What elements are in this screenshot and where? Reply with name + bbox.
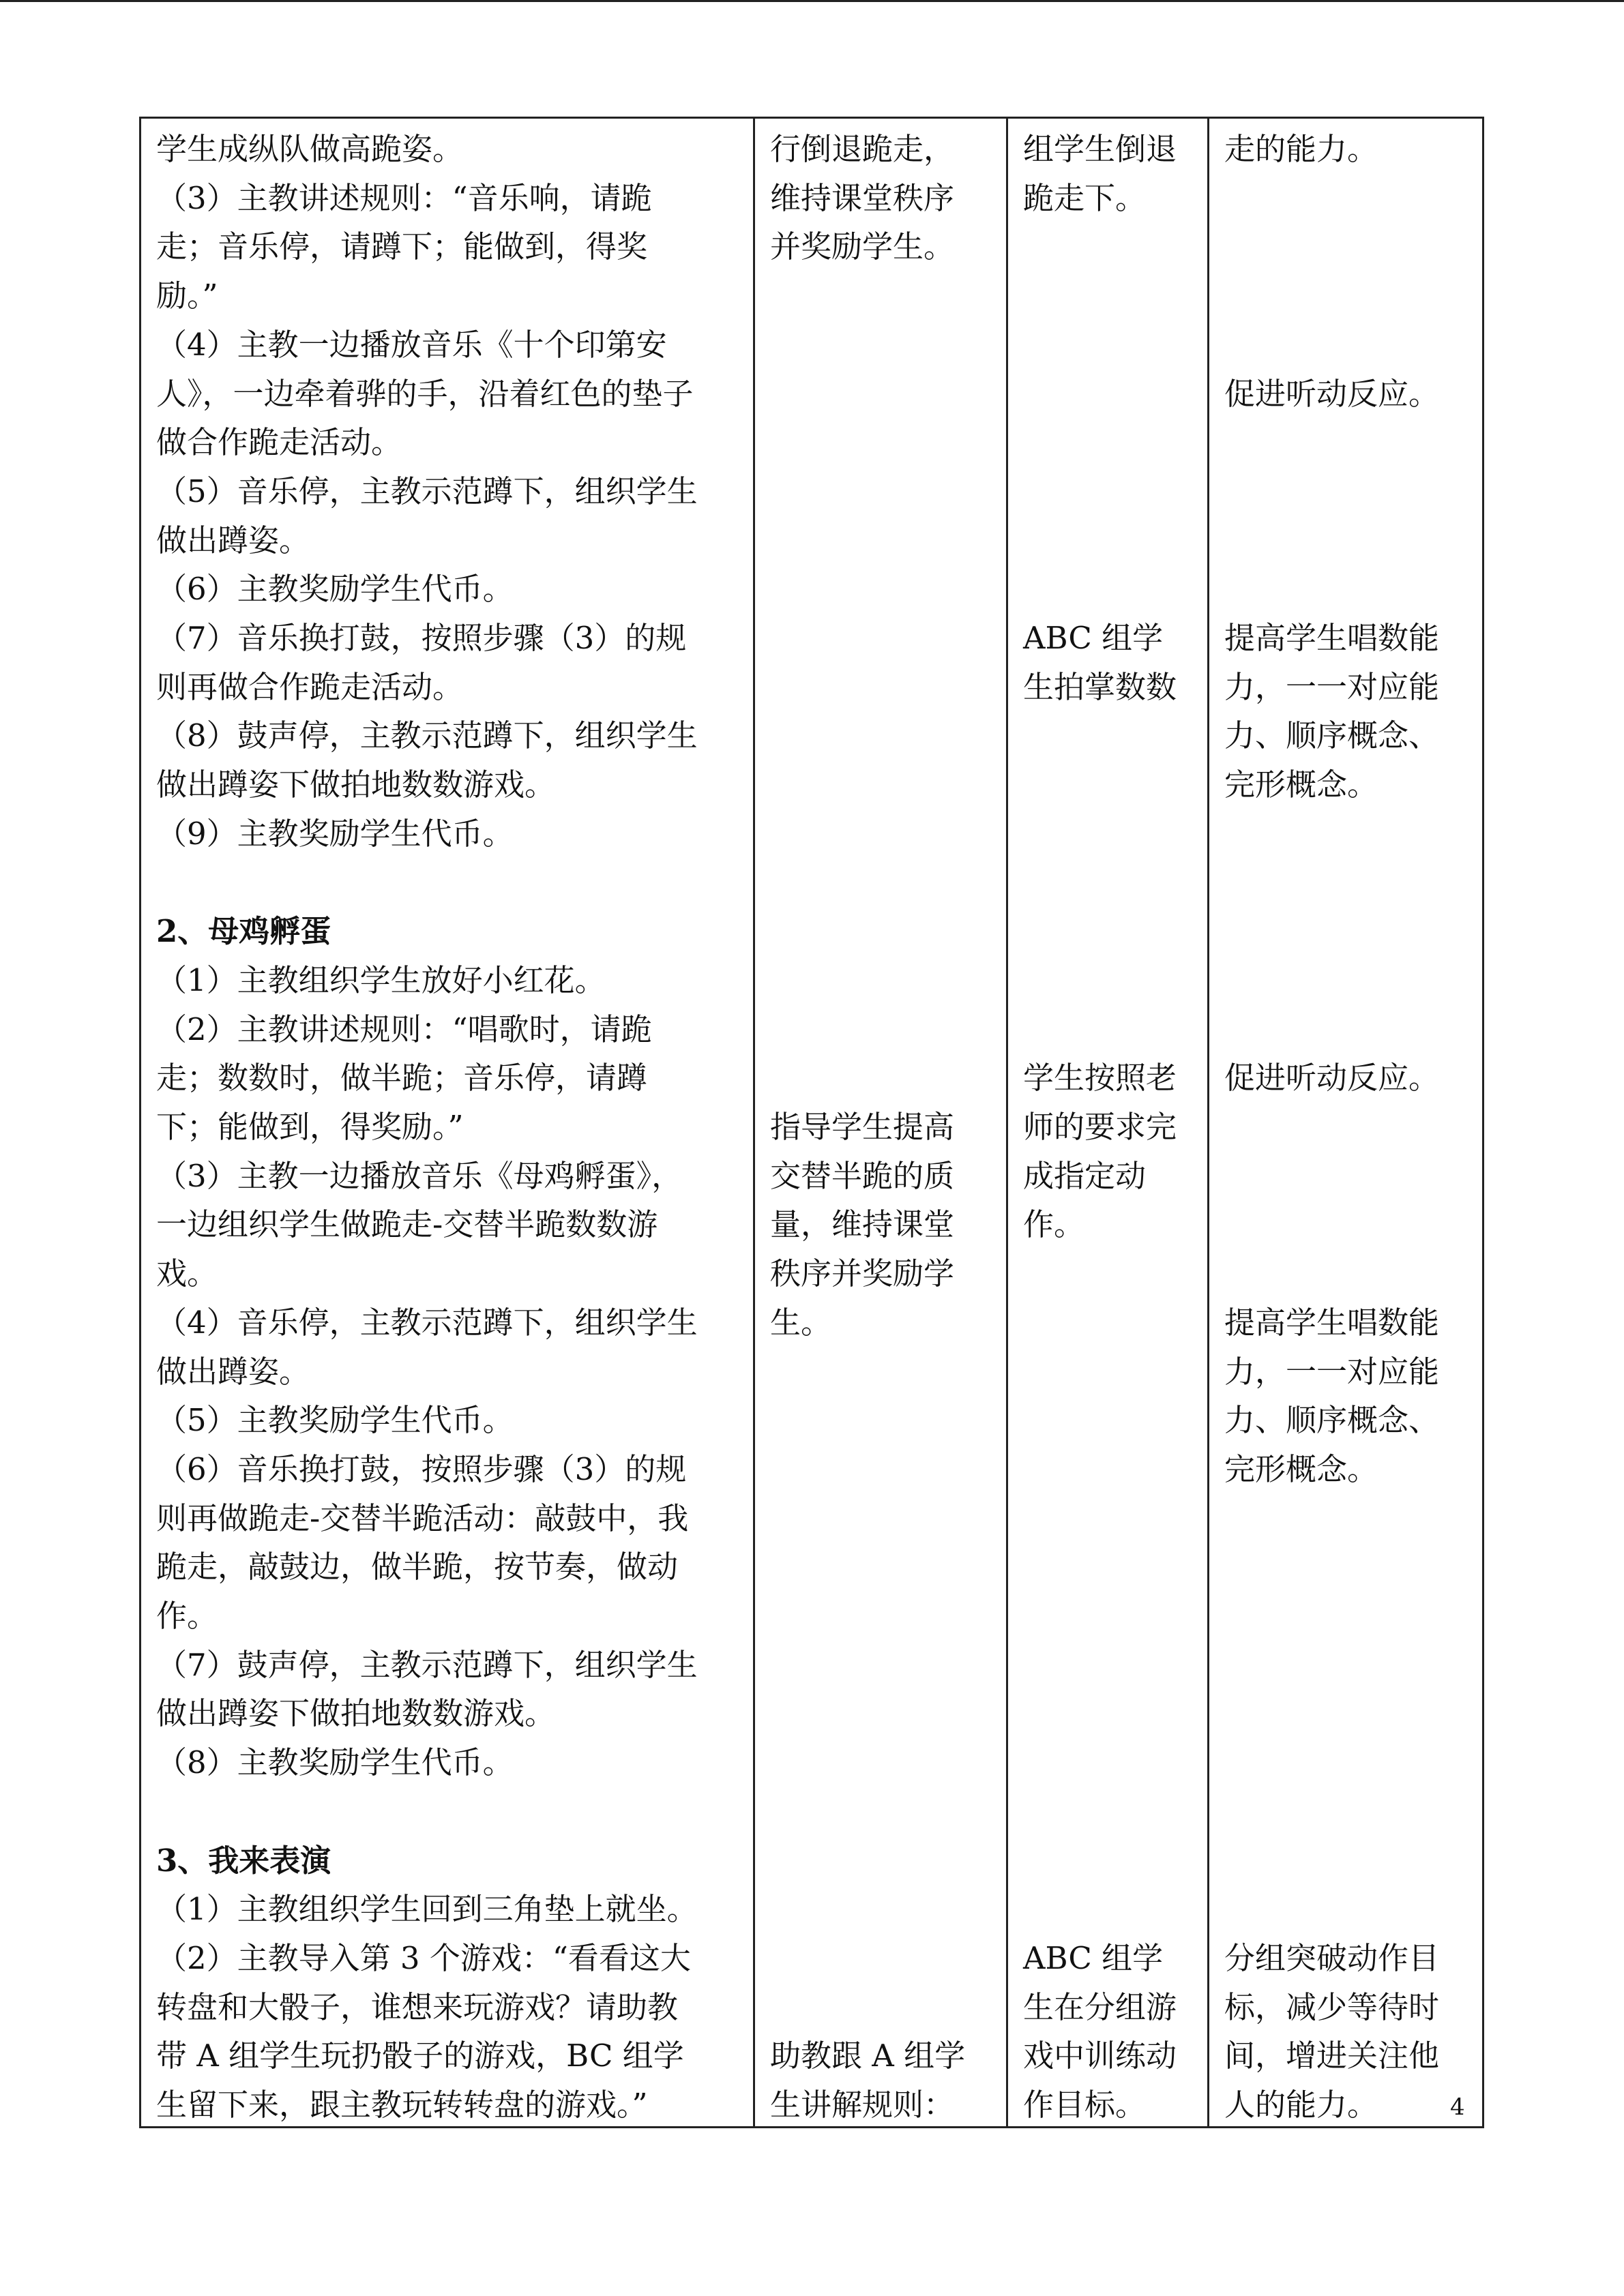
column-1-line: 一边组织学生做跪走-交替半跪数数游 [156,1206,658,1243]
column-1-line: 则再做跪走-交替半跪活动：敲鼓中，我 [156,1500,689,1536]
column-2-line: 指导学生提高 [770,1109,955,1145]
column-4-line: 促进听动反应。 [1224,375,1440,412]
column-4-line: 力、顺序概念、 [1224,1402,1440,1439]
column-1-line: （2）主教导入第 3 个游戏：“看看这大 [156,1939,691,1976]
column-1-line: （5）音乐停，主教示范蹲下，组织学生 [156,473,698,509]
column-3-line: 成指定动 [1023,1157,1147,1194]
column-1-line: （6）音乐换打鼓，按照步骤（3）的规 [156,1450,687,1487]
column-1-line: 做出蹲姿下做拍地数数游戏。 [156,766,556,803]
column-3-line: 跪走下。 [1023,179,1147,216]
column-4-line: 促进听动反应。 [1224,1060,1440,1097]
column-4-line: 分组突破动作目 [1224,1939,1440,1976]
column-2-line: 秩序并奖励学 [770,1255,955,1292]
column-1-line: 3、我来表演 [156,1842,331,1879]
column-2-line: 维持课堂秩序 [770,179,955,216]
column-4-line: 提高学生唱数能 [1224,1304,1440,1341]
lesson-plan-table [139,117,1484,2128]
column-design-intent [1209,119,1482,2126]
column-1-line: （4）音乐停，主教示范蹲下，组织学生 [156,1304,698,1341]
column-assistant-guidance [755,119,1008,2126]
column-teaching-process [141,119,755,2126]
column-1-line: （4）主教一边播放音乐《十个印第安 [156,326,667,363]
column-1-line: 戏。 [156,1255,218,1292]
column-4-line: 力，一一对应能 [1224,1353,1440,1390]
column-1-line: 走；数数时，做半跪；音乐停，请蹲 [156,1060,648,1097]
column-1-line: （2）主教讲述规则：“唱歌时，请跪 [156,1011,652,1047]
column-1-line: 转盘和大骰子，谁想来玩游戏？请助教 [156,1988,679,2025]
column-1-line: 走；音乐停，请蹲下；能做到，得奖 [156,228,648,265]
column-2-line: 生。 [770,1304,832,1341]
column-1-line: 做出蹲姿。 [156,1353,310,1390]
column-4-line: 力、顺序概念、 [1224,717,1440,754]
column-2-line: 并奖励学生。 [770,228,955,265]
column-3-line: ABC 组学 [1023,1939,1164,1976]
column-2-line: 交替半跪的质 [770,1157,955,1194]
column-1-line: （8）主教奖励学生代币。 [156,1744,514,1781]
column-3-line: 学生按照老 [1023,1060,1177,1097]
column-1-line: （8）鼓声停，主教示范蹲下，组织学生 [156,717,698,754]
column-3-line: 生拍掌数数 [1023,668,1177,705]
column-1-line: （3）主教一边播放音乐《母鸡孵蛋》， [156,1157,683,1194]
column-4-line: 人的能力。 [1224,2087,1378,2123]
column-1-line: 做合作跪走活动。 [156,424,402,461]
column-1-line: 励。” [156,278,218,314]
column-3-line: 戏中训练动 [1023,2038,1177,2074]
column-student-activity [1008,119,1209,2126]
column-1-line: （1）主教组织学生放好小红花。 [156,961,606,998]
column-1-line: （5）主教奖励学生代币。 [156,1402,514,1439]
column-1-line: （7）音乐换打鼓，按照步骤（3）的规 [156,620,687,656]
column-1-line: （1）主教组织学生回到三角垫上就坐。 [156,1891,698,1928]
column-1-line: 跪走，敲鼓边，做半跪，按节奏，做动 [156,1549,679,1585]
column-4-line: 完形概念。 [1224,766,1378,803]
column-1-line: 做出蹲姿。 [156,522,310,558]
column-4-line: 间，增进关注他 [1224,2038,1440,2074]
column-2-line: 助教跟 A 组学 [770,2038,966,2074]
column-1-line: 2、母鸡孵蛋 [156,913,331,950]
column-1-line: 带 A 组学生玩扔骰子的游戏，BC 组学 [156,2038,684,2074]
column-1-line: 做出蹲姿下做拍地数数游戏。 [156,1695,556,1732]
column-1-line: 则再做合作跪走活动。 [156,668,464,705]
column-1-line: 生留下来，跟主教玩转转盘的游戏。” [156,2087,648,2123]
column-1-line: 作。 [156,1598,218,1634]
column-1-line: 学生成纵队做高跪姿。 [156,131,464,167]
page-number: 4 [1450,2093,1465,2121]
column-1-line: （9）主教奖励学生代币。 [156,815,514,852]
column-3-line: 作目标。 [1023,2087,1147,2123]
column-4-line: 力，一一对应能 [1224,668,1440,705]
column-4-line: 走的能力。 [1224,131,1378,167]
column-4-line: 提高学生唱数能 [1224,620,1440,656]
column-3-line: 师的要求完 [1023,1109,1177,1145]
column-3-line: 生在分组游 [1023,1988,1177,2025]
column-1-line: 下；能做到，得奖励。” [156,1109,464,1145]
column-3-line: 组学生倒退 [1023,131,1177,167]
column-4-line: 标，减少等待时 [1224,1988,1440,2025]
column-2-line: 生讲解规则： [770,2087,955,2123]
column-1-line: （3）主教讲述规则：“音乐响，请跪 [156,179,652,216]
column-3-line: ABC 组学 [1023,620,1164,656]
column-4-line: 完形概念。 [1224,1450,1378,1487]
column-3-line: 作。 [1023,1206,1085,1243]
column-1-line: （6）主教奖励学生代币。 [156,571,514,608]
column-2-line: 量，维持课堂 [770,1206,955,1243]
column-1-line: 人》，一边牵着骅的手，沿着红色的垫子 [156,375,694,412]
column-2-line: 行倒退跪走， [770,131,955,167]
column-1-line: （7）鼓声停，主教示范蹲下，组织学生 [156,1646,698,1683]
